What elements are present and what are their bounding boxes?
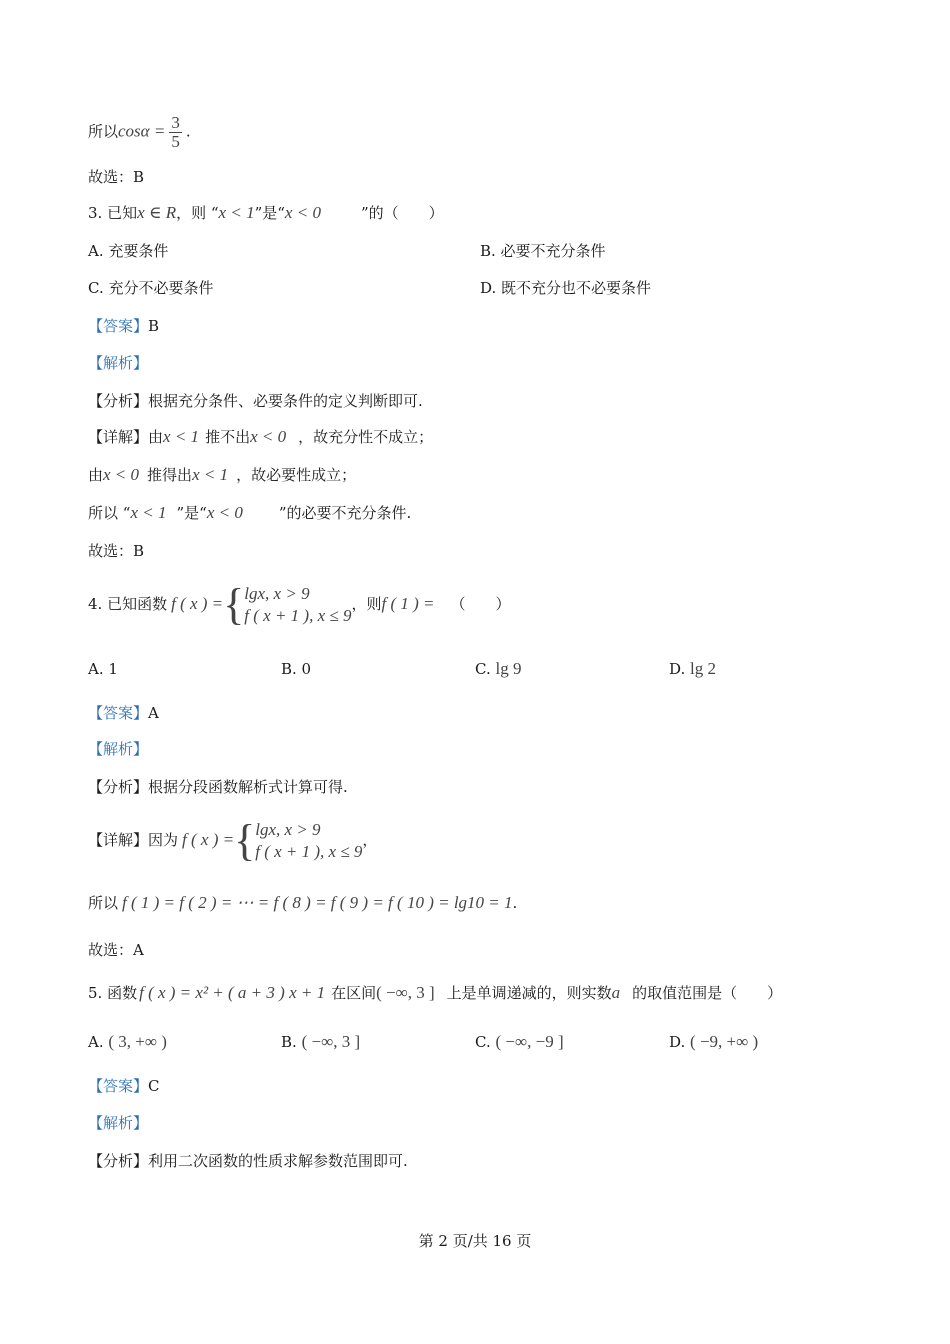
text: ”是“ <box>176 504 207 522</box>
text: 推不出 <box>205 428 251 446</box>
analysis-tag: 【分析】 <box>88 392 149 410</box>
math: x < 0 <box>206 503 243 522</box>
question-4-stem <box>88 576 511 632</box>
case-1: lgx, x > 9 <box>255 820 321 839</box>
math-function: f ( x ) = <box>171 594 224 613</box>
text: ，故充分性不成立； <box>298 428 434 446</box>
math: x < 1 <box>218 203 255 222</box>
math: x < 1 <box>130 503 167 522</box>
q5-option-a <box>88 1032 167 1052</box>
q5-option-b <box>281 1032 360 1052</box>
q4-detail-1 <box>88 812 377 868</box>
text: 所以 <box>88 894 119 912</box>
analysis-text: 根据分段函数解析式计算可得. <box>148 778 348 796</box>
math: f ( 1 ) = <box>381 594 435 613</box>
question-3-stem <box>88 203 444 223</box>
text: . <box>512 894 518 912</box>
q3-jiexi-tag: 【解析】 <box>88 354 149 372</box>
math: ( −9, +∞ ) <box>690 1032 759 1051</box>
q3-detail-2 <box>88 465 356 485</box>
text: . <box>185 122 191 141</box>
math: ( 3, +∞ ) <box>108 1032 167 1051</box>
text: ，则 “ <box>176 204 219 222</box>
case-2: f ( x + 1 ), x ≤ 9 <box>244 606 352 625</box>
math: a <box>611 983 621 1002</box>
option-label: D. <box>669 660 686 678</box>
answer-tag: 【答案】 <box>88 317 149 335</box>
q4-option-b: B. 0 <box>281 660 312 678</box>
q4-option-a: A. 1 <box>88 660 118 678</box>
math: lg 9 <box>495 659 522 678</box>
math-function: f ( x ) = <box>182 830 235 849</box>
text: 由 <box>88 466 104 484</box>
answer-value: B <box>148 317 160 335</box>
q3-option-a: A. 充要条件 <box>88 242 169 260</box>
q3-answer <box>88 316 159 336</box>
text: ，故必要性成立； <box>236 466 357 484</box>
option-label: D. <box>669 1033 686 1051</box>
math-interval: ( −∞, 3 ] <box>376 983 435 1002</box>
q5-jiexi-tag: 【解析】 <box>88 1114 149 1132</box>
option-label: B. <box>281 1033 297 1051</box>
text: 因为 <box>148 831 179 849</box>
text: ”的（ ） <box>360 204 444 222</box>
text: ， <box>362 831 378 849</box>
text: 所以 <box>88 122 119 141</box>
q4-option-c <box>475 659 521 679</box>
fraction-numerator: 3 <box>171 113 180 132</box>
analysis-text: 根据充分条件、必要条件的定义判断即可. <box>148 392 423 410</box>
case-1: lgx, x > 9 <box>244 584 310 603</box>
analysis-tag: 【分析】 <box>88 1152 149 1170</box>
text: 上是单调递减的，则实数 <box>446 984 612 1002</box>
q5-option-c <box>475 1032 564 1052</box>
text: 4. 已知函数 <box>88 595 168 613</box>
text: 5. 函数 <box>88 984 138 1002</box>
q5-option-d <box>669 1032 758 1052</box>
math: x < 0 <box>284 203 321 222</box>
math: lg 2 <box>690 659 717 678</box>
answer-value: C <box>148 1077 160 1095</box>
q5-analysis <box>88 1151 408 1171</box>
fraction-denominator: 5 <box>171 132 180 151</box>
text: 所以 “ <box>88 504 131 522</box>
text: 由 <box>148 428 164 446</box>
q3-detail-1 <box>88 427 433 447</box>
question-5-stem <box>88 983 782 1003</box>
math: x ∈ R <box>137 203 177 222</box>
line-select-b: 故选：B <box>88 168 145 186</box>
text: 推得出 <box>147 466 193 484</box>
math: ( −∞, 3 ] <box>301 1032 361 1051</box>
brace: { <box>223 580 245 629</box>
math: x < 1 <box>163 427 200 446</box>
text: 的取值范围是（ ） <box>632 984 783 1002</box>
text: ”的必要不充分条件. <box>278 504 412 522</box>
answer-value: A <box>148 704 159 722</box>
piecewise-cases <box>244 583 351 627</box>
fraction-3-5 <box>169 114 182 151</box>
option-label: C. <box>475 660 491 678</box>
text: （ ） <box>450 595 511 613</box>
q4-select: 故选：A <box>88 941 144 959</box>
page-footer: 第 2 页/共 16 页 <box>418 1232 532 1250</box>
math: x < 0 <box>250 427 287 446</box>
q4-answer <box>88 703 159 723</box>
q5-answer <box>88 1076 160 1096</box>
option-label: A. <box>88 1033 104 1051</box>
analysis-tag: 【分析】 <box>88 778 149 796</box>
q4-jiexi-tag: 【解析】 <box>88 740 149 758</box>
q4-option-d <box>669 659 716 679</box>
q3-option-c: C. 充分不必要条件 <box>88 279 214 297</box>
brace: { <box>234 816 256 865</box>
math-chain: f ( 1 ) = f ( 2 ) = ⋯ = f ( 8 ) = f ( 9 ) = f ( 10 ) = lg10 = 1 <box>122 893 513 912</box>
text: ”是“ <box>254 204 285 222</box>
q3-analysis <box>88 391 423 411</box>
math: x < 1 <box>192 465 229 484</box>
answer-tag: 【答案】 <box>88 704 149 722</box>
math-function: f ( x ) = x² + ( a + 3 ) x + 1 <box>139 983 326 1002</box>
answer-tag: 【答案】 <box>88 1077 149 1095</box>
math: ( −∞, −9 ] <box>495 1032 564 1051</box>
analysis-text: 利用二次函数的性质求解参数范围即可. <box>148 1152 408 1170</box>
q4-analysis <box>88 777 348 797</box>
case-2: f ( x + 1 ), x ≤ 9 <box>255 842 363 861</box>
line-cos-result <box>88 114 191 151</box>
detail-tag: 【详解】 <box>88 428 149 446</box>
option-label: C. <box>475 1033 491 1051</box>
math: x < 0 <box>103 465 140 484</box>
math-cos: cosα = <box>118 121 166 141</box>
q3-select: 故选：B <box>88 542 145 560</box>
detail-tag: 【详解】 <box>88 831 149 849</box>
q3-option-b: B. 必要不充分条件 <box>480 242 606 260</box>
piecewise-cases <box>255 819 362 863</box>
text: ，则 <box>351 595 382 613</box>
q4-detail-2 <box>88 893 517 913</box>
q3-detail-3 <box>88 503 411 523</box>
q3-option-d: D. 既不充分也不必要条件 <box>480 279 652 297</box>
text: 3. 已知 <box>88 204 138 222</box>
text: 在区间 <box>331 984 377 1002</box>
